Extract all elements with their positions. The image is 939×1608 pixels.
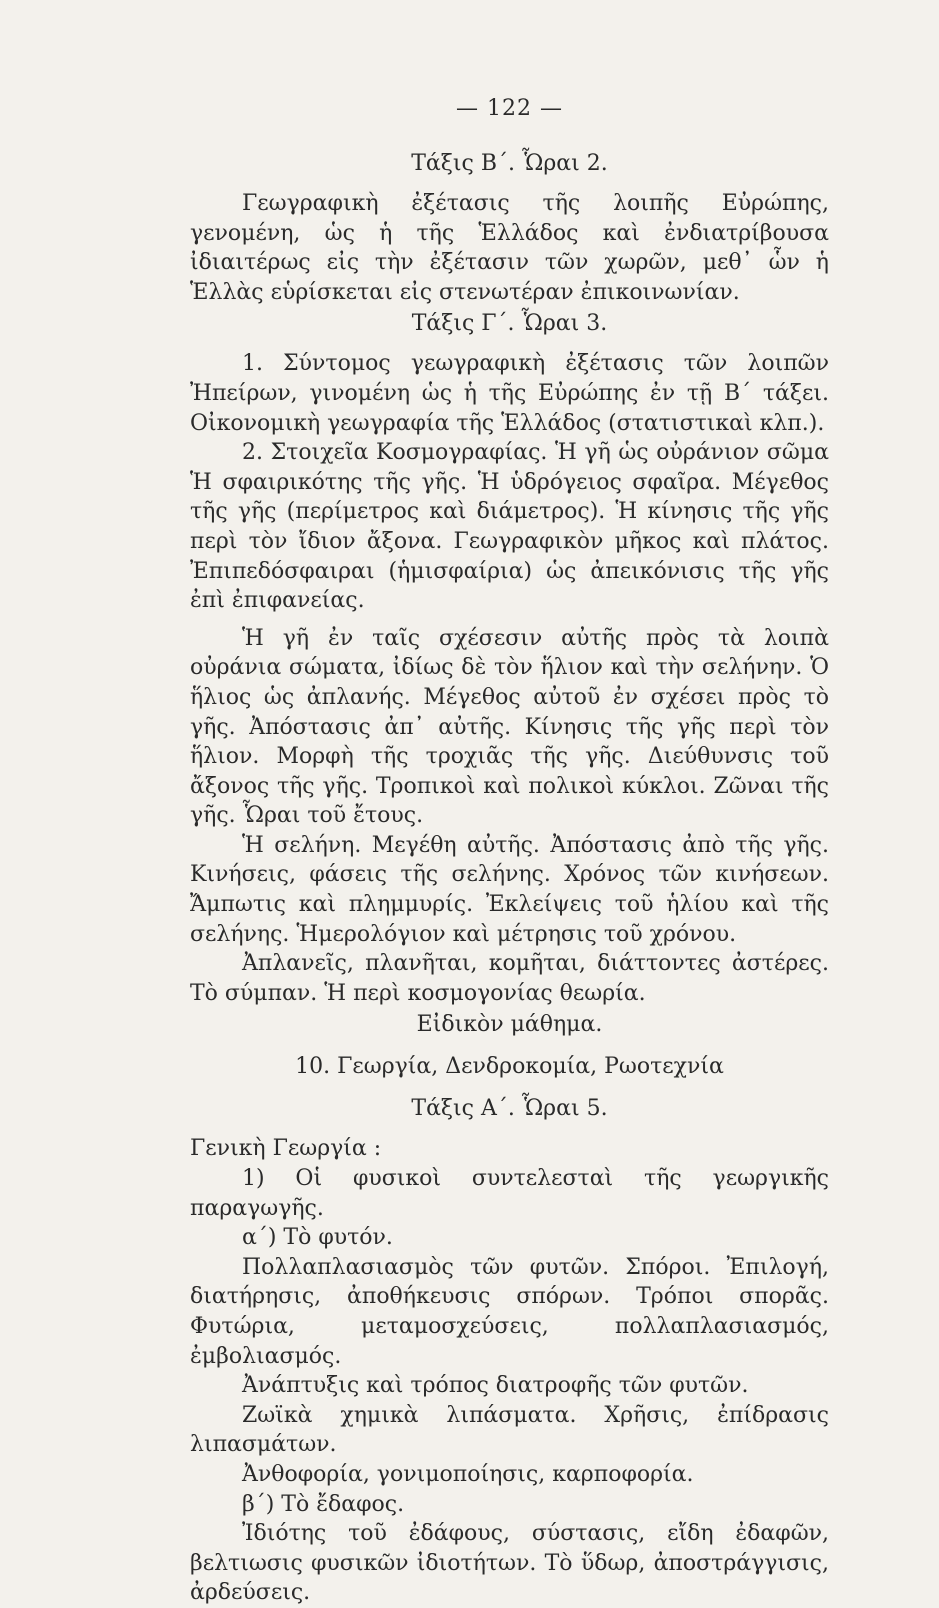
paragraph: 1) Οἱ φυσικοὶ συντελεσταὶ τῆς γεωργικῆς παραγωγῆς.: [190, 1166, 829, 1221]
section-heading: Τάξις Γ΄. Ὧραι 3.: [411, 311, 608, 337]
paragraph: Ἡ γῆ ἐν ταῖς σχέσεσιν αὐτῆς πρὸς τὰ λοιπὰ οὐράνια σώματα, ἰδίως δὲ τὸν ἥλιον καὶ τὴν σελήνην. Ὁ ἥλιος ὡς ἀπλανής. Μέγεθος αὐτοῦ ἐν σχέσει πρὸς τὸ γῆς. Ἀπόστασις ἀπ᾽ αὐτῆς. Κίνησις τῆς γῆς περὶ τὸν ἥλιον. Μορφὴ τῆς τροχιᾶς τῆς γῆς. Διεύθυνσις τοῦ ἄξονος τῆς γῆς. Τροπικοὶ καὶ πολικοὶ κύκλοι. Ζῶναι τῆς γῆς. Ὧραι τοῦ ἔτους.: [190, 625, 829, 829]
section-heading: Τάξις Α΄. Ὧραι 5.: [411, 1096, 608, 1122]
paragraph: Ἡ σελήνη. Μεγέθη αὐτῆς. Ἀπόστασις ἀπὸ τῆς γῆς. Κινήσεις, φάσεις τῆς σελήνης. Χρόνος τῶν κινήσεων. Ἄμπωτις καὶ πλημμυρίς. Ἐκλείψεις τοῦ ἡλίου καὶ τῆς σελήνης. Ἡμερολόγιον καὶ μέτρησις τοῦ χρόνου.: [190, 832, 829, 947]
paragraph: β΄) Τὸ ἔδαφος.: [242, 1491, 405, 1517]
paragraph: Πολλαπλασιασμὸς τῶν φυτῶν. Σπόροι. Ἐπιλογή, διατήρησις, ἀποθήκευσις σπόρων. Τρόποι σπορᾶς. Φυτώρια, μεταμοσχεύσεις, πολλαπλασιασμός, ἐμβολιασμός.: [190, 1254, 829, 1369]
section-heading: 10. Γεωργία, Δενδροκομία, Ρωοτεχνία: [295, 1054, 724, 1080]
paragraph: Ἀνάπτυξις καὶ τρόπος διατροφῆς τῶν φυτῶν.: [242, 1373, 749, 1399]
page-number: — 122 —: [456, 96, 563, 121]
paragraph: 2. Στοιχεῖα Κοσμογραφίας. Ἡ γῆ ὡς οὐράνιον σῶμα Ἡ σφαιρικότης τῆς γῆς. Ἡ ὑδρόγειος σφαῖρα. Μέγεθος τῆς γῆς (περίμετρος καὶ διάμετρος). Ἡ κίνησις τῆς γῆς περὶ τὸν ἴδιον ἄξονα. Γεωγραφικὸν μῆκος καὶ πλάτος. Ἐπιπεδόσφαιραι (ἡμισφαίρια) ὡς ἀπεικόνισις τῆς γῆς ἐπὶ ἐπιφανείας.: [190, 440, 829, 614]
paragraph: Ἀνθοφορία, γονιμοποίησις, καρποφορία.: [242, 1461, 694, 1487]
paragraph: Γεωγραφικὴ ἐξέτασις τῆς λοιπῆς Εὐρώπης, γενομένη, ὡς ἡ τῆς Ἑλλάδος καὶ ἐνδιατρίβουσα ἰδιαιτέρως εἰς τὴν ἐξέτασιν τῶν χωρῶν, μεθ᾽ ὧν ἡ Ἑλλὰς εὑρίσκεται εἰς στενωτέραν ἐπικοινωνίαν.: [190, 191, 829, 305]
paragraph: α΄) Τὸ φυτόν.: [242, 1225, 393, 1251]
paragraph: 1. Σύντομος γεωγραφικὴ ἐξέτασις τῶν λοιπῶν Ἠπείρων, γινομένη ὡς ἡ τῆς Εὐρώπης ἐν τῇ Β΄ τάξει. Οἰκονομικὴ γεωγραφία τῆς Ἑλλάδος (στατιστικαὶ κλπ.).: [190, 351, 829, 436]
section-heading: Εἰδικὸν μάθημα.: [416, 1012, 603, 1038]
paragraph: Ἀπλανεῖς, πλανῆται, κομῆται, διάττοντες ἀστέρες. Τὸ σύμπαν. Ἡ περὶ κοσμογονίας θεωρία.: [190, 951, 829, 1006]
paragraph: Ζωϊκὰ χημικὰ λιπάσματα. Χρῆσις, ἐπίδρασις λιπασμάτων.: [190, 1402, 829, 1458]
paragraph: Γενικὴ Γεωργία :: [190, 1136, 382, 1162]
section-heading: Τάξις Β΄. Ὧραι 2.: [411, 151, 608, 176]
paragraph: Ἰδιότης τοῦ ἐδάφους, σύστασις, εἴδη ἐδαφῶν, βελτιωσις φυσικῶν ἰδιοτήτων. Τὸ ὕδωρ, ἀποστράγγισις, ἀρδεύσεις.: [190, 1521, 829, 1606]
